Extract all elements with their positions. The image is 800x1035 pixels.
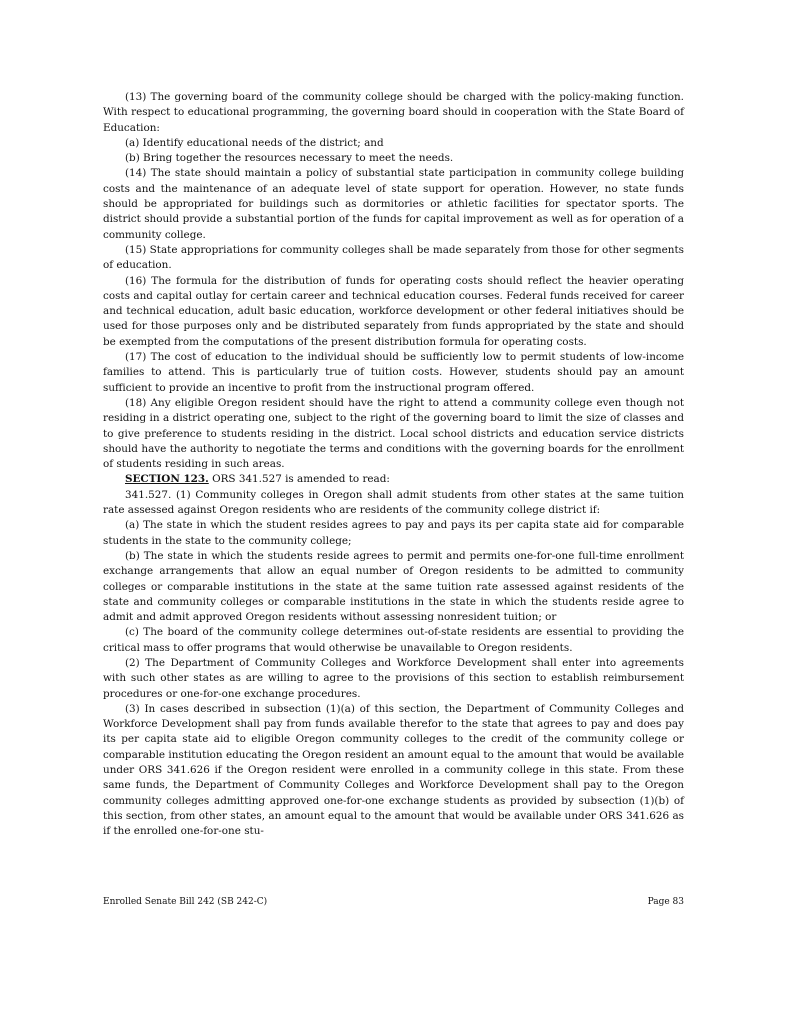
paragraph: (b) Bring together the resources necessary to meet the needs. [125,152,454,165]
paragraph: (a) Identify educational needs of the district; and [125,136,384,149]
footer-page-number: Page 83 [647,897,684,907]
paragraph: (3) In cases described in subsection (1)(a) of this section, the Department of Community Colleges and Workforce Development shall pay from funds available therefor to the state that agrees to pay and does pay its per capita state aid to eligible Oregon community colleges to the credit of the community college or comparable institution educating the Oregon resident an amount equal to the amount that would be available under ORS 341.626 if the Oregon resident were enrolled in a community college in this state. From these same funds, the Department of Community Colleges and Workforce Development shall pay to the Oregon community colleges admitting approved one-for-one exchange students as provided by subsection (1)(b) of this section, from other states, an amount equal to the amount that would be available under ORS 341.626 as if the enrolled one-for-one stu- [103,702,684,838]
paragraph: 341.527. (1) Community colleges in Oregon shall admit students from other states at the same tuition rate assessed against Oregon residents who are residents of the community college district if: [103,488,684,517]
paragraph: (c) The board of the community college determines out-of-state residents are essential to providing the critical mass to offer programs that would otherwise be unavailable to Oregon residents. [103,626,684,654]
document-body [103,90,684,840]
paragraph: (14) The state should maintain a policy of substantial state participation in community college building costs and the maintenance of an adequate level of state support for operation. However, no state funds should be appropriated for buildings such as dormitories or athletic facilities for spectator sports. The district should provide a substantial portion of the funds for capital improvement as well as for operation of a community college. [103,167,684,241]
paragraph: (16) The formula for the distribution of funds for operating costs should reflect the heavier operating costs and capital outlay for certain career and technical education courses. Federal funds received for career and technical education, adult basic education, workforce development or other federal initiatives should be used for those purposes only and be distributed separately from funds appropriated by the state and should be exempted from the computations of the present distribution formula for operating costs. [103,274,684,348]
paragraph: (15) State appropriations for community colleges shall be made separately from those for other segments of education. [103,243,684,272]
section-line [103,472,684,487]
paragraph: (a) The state in which the student resides agrees to pay and pays its per capita state aid for comparable students in the state to the community college; [103,519,684,547]
footer-bill-title: Enrolled Senate Bill 242 (SB 242-C) [103,897,268,907]
section-intro: ORS 341.527 is amended to read: [208,473,390,486]
paragraph: (b) The state in which the students reside agrees to permit and permits one-for-one full-time enrollment exchange arrangements that allow an equal number of Oregon residents to be admitted to community colleges or comparable institutions in the state at the same tuition rate assessed against residents of the state and community colleges or comparable institutions in the state in which the students reside agree to admit and admit approved Oregon residents without assessing nonresident tuition; or [103,549,684,624]
section-heading: SECTION 123. [125,473,209,486]
paragraph: (18) Any eligible Oregon resident should have the right to attend a community college even though not residing in a district operating one, subject to the right of the governing board to limit the size of classes and to give preference to students residing in the district. Local school districts and education service districts should have the authority to negotiate the terms and conditions with the governing boards for the enrollment of students residing in such areas. [103,396,684,471]
paragraph: (17) The cost of education to the individual should be sufficiently low to permit students of low-income families to attend. This is particularly true of tuition costs. However, students should pay an amount sufficient to provide an incentive to profit from the instructional program offered. [103,351,684,394]
paragraph: (2) The Department of Community Colleges and Workforce Development shall enter into agreements with such other states as are willing to agree to the provisions of this section to establish reimbursement procedures or one-for-one exchange procedures. [103,656,684,700]
paragraph: (13) The governing board of the community college should be charged with the policy-making function. With respect to educational programming, the governing board should in cooperation with the State Board of Education: [103,91,684,134]
